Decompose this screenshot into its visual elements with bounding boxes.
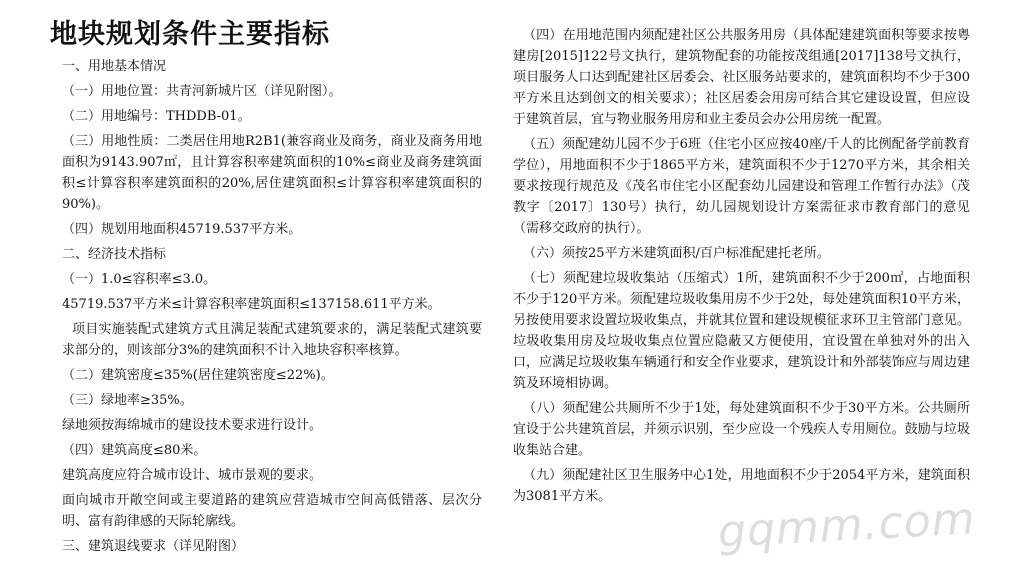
paragraph: 45719.537平方米≤计算容积率建筑面积≤137158.611平方米。: [62, 297, 441, 312]
section-heading-setback: 三、建筑退线要求（详见附图）: [62, 539, 245, 554]
paragraph: （二）用地编号：THDDB-01。: [62, 109, 251, 124]
paragraph: （七）须配建垃圾收集站（压缩式）1所，建筑面积不少于200㎡，占地面积不少于120平方米。须配建垃圾收集用房不少于2处，每处建筑面积10平方米，另按使用要求设置垃圾收集点，并就其位置和建设规模征求环卫主管部门意见。垃圾收集用房及垃圾收集点位置应隐蔽又方便使用，宜设置在单独对外的出入口，应满足垃圾收集车辆通行和安全作业要求，建筑设计和外部装饰应与周边建筑及环境相协调。: [513, 271, 970, 391]
paragraph: （一）1.0≤容积率≤3.0。: [62, 272, 217, 287]
paragraph: （四）在用地范围内须配建社区公共服务用房（具体配建建筑面积等要求按粤建房[2015]122号文执行，建筑物配套的功能按茂组通[2017]138号文执行，项目服务人口达到配建社区居委会、社区服务站要求的，建筑面积均不少于300平方米且达到创文的相关要求）；社区居委会用房可结合其它建设设置，但应设于建筑首层，宜与物业服务用房和业主委员会办公用房统一配置。: [513, 28, 970, 127]
left-column: [62, 56, 482, 561]
paragraph: 建筑高度应符合城市设计、城市景观的要求。: [62, 468, 323, 483]
paragraph: （三）绿地率≥35%。: [62, 393, 193, 408]
paragraph: （一）用地位置：共青河新城片区（详见附图）。: [62, 84, 342, 99]
section-heading-economic: 二、经济技术指标: [62, 247, 167, 262]
section-heading-land: 一、用地基本情况: [62, 59, 167, 74]
paragraph: 项目实施装配式建筑方式且满足装配式建筑要求的，满足装配式建筑要求部分的，则该部分3%的建筑面积不计入地块容积率核算。: [62, 322, 482, 358]
paragraph: （九）须配建社区卫生服务中心1处，用地面积不少于2054平方米，建筑面积为3081平方米。: [513, 468, 970, 504]
paragraph: （二）建筑密度≤35%(居住建筑密度≤22%)。: [62, 368, 334, 383]
paragraph: 绿地须按海绵城市的建设技术要求进行设计。: [62, 418, 323, 433]
paragraph: （四）规划用地面积45719.537平方米。: [62, 222, 302, 237]
page-title: 地块规划条件主要指标: [50, 19, 330, 50]
watermark: gqmm.com: [716, 493, 977, 558]
paragraph: （六）须按25平方米建筑面积/百户标准配建托老所。: [523, 246, 830, 261]
paragraph: （四）建筑高度≤80米。: [62, 443, 207, 458]
right-column: [513, 25, 970, 511]
paragraph: （五）须配建幼儿园不少于6班（住宅小区应按40座/千人的比例配备学前教育学位），用地面积不少于1865平方米，建筑面积不少于1270平方米，其余相关要求按现行规范及《茂名市住宅小区配套幼儿园建设和管理工作暂行办法》（茂教字〔2017〕130号）执行，幼儿园规划设计方案需征求市教育部门的意见（需移交政府的执行）。: [513, 137, 970, 236]
paragraph: 面向城市开敞空间或主要道路的建筑应营造城市空间高低错落、层次分明、富有韵律感的天际轮廓线。: [62, 493, 482, 529]
paragraph: （三）用地性质：二类居住用地R2B1(兼容商业及商务，商业及商务用地面积为9143.907㎡，且计算容积率建筑面积的10%≤商业及商务建筑面积≤计算容积率建筑面积的20%,居住建筑面积≤计算容积率建筑面积的90%)。: [62, 134, 482, 212]
paragraph: （八）须配建公共厕所不少于1处，每处建筑面积不少于30平方米。公共厕所宜设于公共建筑首层，并须示识别，至少应设一个残疾人专用厕位。鼓励与垃圾收集站合建。: [513, 401, 970, 458]
